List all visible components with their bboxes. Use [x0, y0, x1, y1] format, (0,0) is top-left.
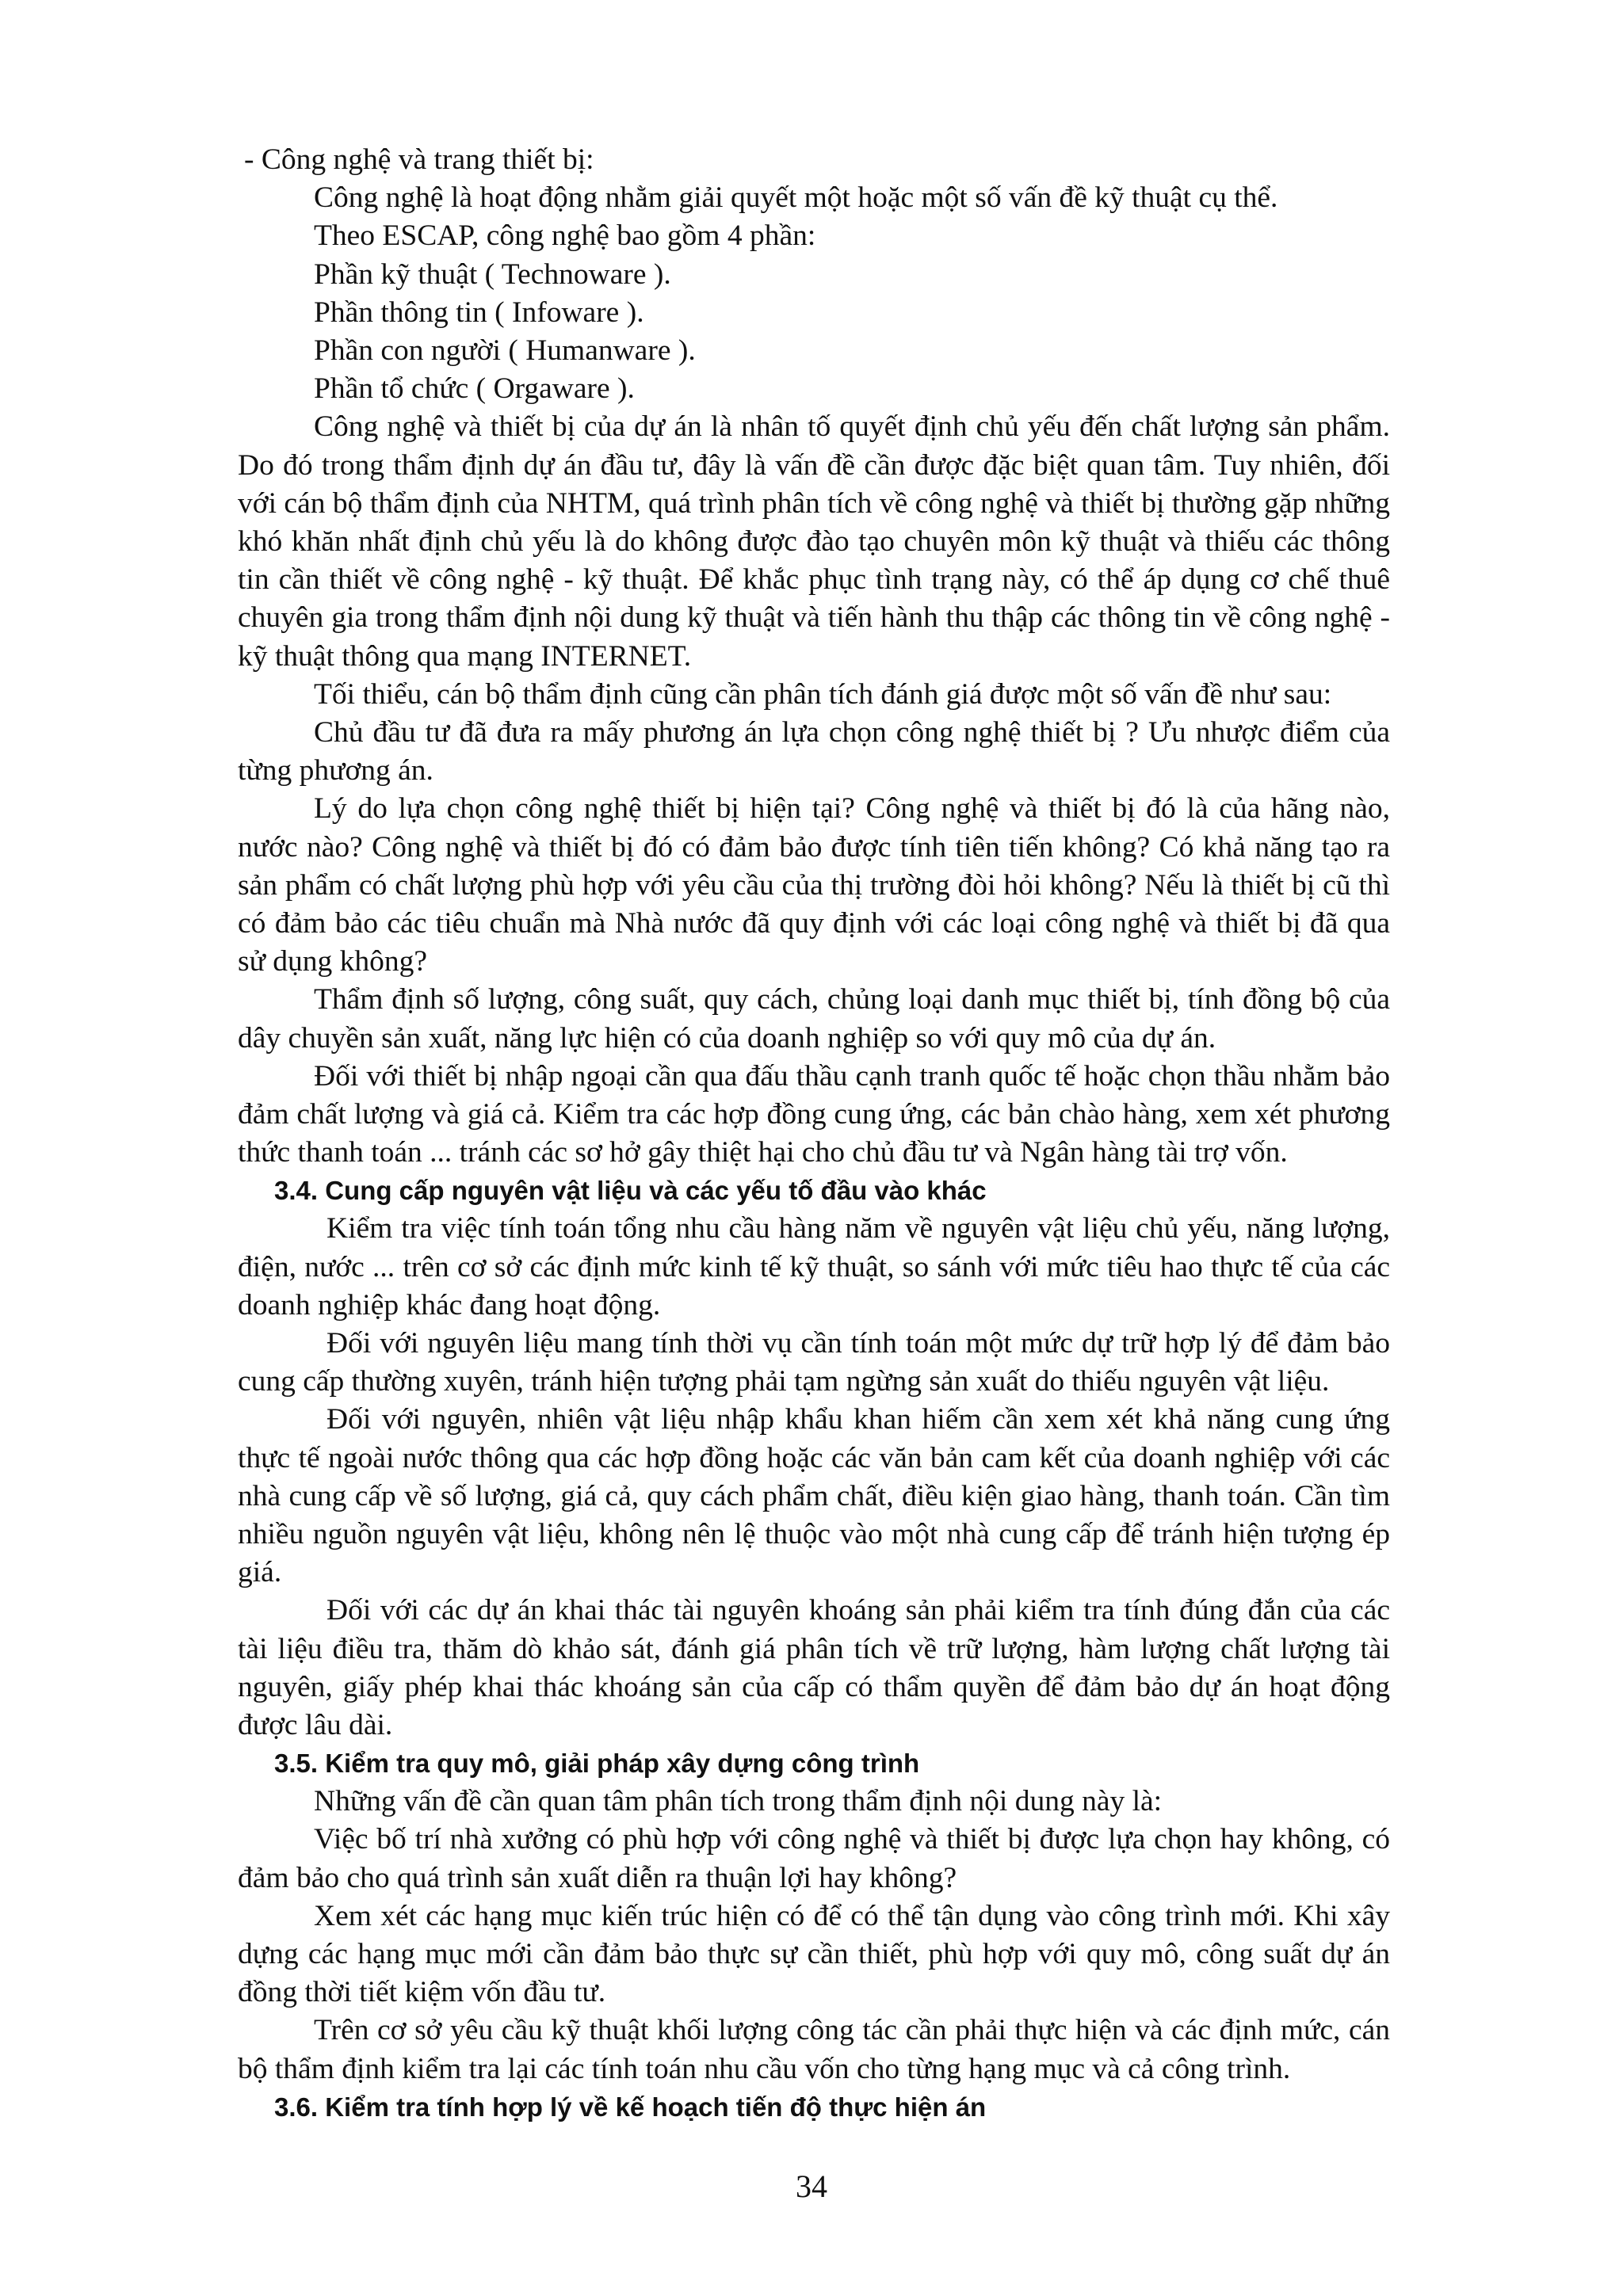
- list-item: Phần thông tin ( Infoware ).: [314, 296, 644, 329]
- section-heading: 3.5. Kiểm tra quy mô, giải pháp xây dựng công trình: [274, 1749, 920, 1779]
- paragraph: Đối với thiết bị nhập ngoại cần qua đấu thầu cạnh tranh quốc tế hoặc chọn thầu nhằm bảo đảm chất lượng và giá cả. Kiểm tra các hợp đồng cung ứng, các bản chào hàng, xem xét phương thức thanh toán ... tránh các sơ hở gây thiệt hại cho chủ đầu tư và Ngân hàng tài trợ vốn.: [238, 1059, 1390, 1169]
- paragraph: Chủ đầu tư đã đưa ra mấy phương án lựa chọn công nghệ thiết bị ? Ưu nhược điểm của từng phương án.: [238, 715, 1390, 788]
- paragraph: Công nghệ là hoạt động nhằm giải quyết một hoặc một số vấn đề kỹ thuật cụ thể.: [314, 181, 1278, 215]
- paragraph: Xem xét các hạng mục kiến trúc hiện có để có thể tận dụng vào công trình mới. Khi xây dựng các hạng mục mới cần đảm bảo thực sự cần thiết, phù hợp với quy mô, công suất dự án đồng thời tiết kiệm vốn đầu tư.: [238, 1899, 1390, 2009]
- paragraph: Thẩm định số lượng, công suất, quy cách, chủng loại danh mục thiết bị, tính đồng bộ của dây chuyền sản xuất, năng lực hiện có của doanh nghiệp so với quy mô của dự án.: [238, 983, 1390, 1055]
- section-heading: 3.4. Cung cấp nguyên vật liệu và các yếu tố đầu vào khác: [274, 1176, 987, 1206]
- bullet-line: - Công nghệ và trang thiết bị:: [244, 143, 594, 176]
- page-body: [238, 141, 1390, 2126]
- paragraph: Lý do lựa chọn công nghệ thiết bị hiện tại? Công nghệ và thiết bị đó là của hãng nào, nước nào? Công nghệ và thiết bị đó có đảm bảo được tính tiên tiến không? Có khả năng tạo ra sản phẩm có chất lượng phù hợp với yêu cầu của thị trường đòi hỏi không? Nếu là thiết bị cũ thì có đảm bảo các tiêu chuẩn mà Nhà nước đã quy định với các loại công nghệ và thiết bị đã qua sử dụng không?: [238, 792, 1390, 978]
- paragraph: Kiểm tra việc tính toán tổng nhu cầu hàng năm về nguyên vật liệu chủ yếu, năng lượng, điện, nước ... trên cơ sở các định mức kinh tế kỹ thuật, so sánh với mức tiêu hao thực tế của các doanh nghiệp khác đang hoạt động.: [238, 1212, 1390, 1322]
- list-item: Phần tổ chức ( Orgaware ).: [314, 372, 635, 406]
- paragraph: Đối với nguyên liệu mang tính thời vụ cần tính toán một mức dự trữ hợp lý để đảm bảo cung cấp thường xuyên, tránh hiện tượng phải tạm ngừng sản xuất do thiếu nguyên vật liệu.: [238, 1326, 1390, 1398]
- paragraph: Theo ESCAP, công nghệ bao gồm 4 phần:: [314, 219, 816, 253]
- page-number: 34: [796, 2168, 827, 2204]
- paragraph: Những vấn đề cần quan tâm phân tích trong thẩm định nội dung này là:: [314, 1785, 1163, 1818]
- section-heading: 3.6. Kiểm tra tính hợp lý về kế hoạch tiến độ thực hiện án: [274, 2092, 987, 2122]
- paragraph: Tối thiểu, cán bộ thẩm định cũng cần phân tích đánh giá được một số vấn đề như sau:: [314, 677, 1332, 711]
- paragraph: Công nghệ và thiết bị của dự án là nhân tố quyết định chủ yếu đến chất lượng sản phẩm. Do đó trong thẩm định dự án đầu tư, đây là vấn đề cần được đặc biệt quan tâm. Tuy nhiên, đối với cán bộ thẩm định của NHTM, quá trình phân tích về công nghệ và thiết bị thường gặp những khó khăn nhất định chủ yếu là do không được đào tạo chuyên môn kỹ thuật và thiếu các thông tin cần thiết về công nghệ - kỹ thuật. Để khắc phục tình trạng này, có thể áp dụng cơ chế thuê chuyên gia trong thẩm định nội dung kỹ thuật và tiến hành thu thập các thông tin về công nghệ - kỹ thuật thông qua mạng INTERNET.: [238, 410, 1390, 673]
- paragraph: Đối với các dự án khai thác tài nguyên khoáng sản phải kiểm tra tính đúng đắn của các tài liệu điều tra, thăm dò khảo sát, đánh giá phân tích về trữ lượng, hàm lượng chất lượng tài nguyên, giấy phép khai thác khoáng sản của cấp có thẩm quyền để đảm bảo dự án hoạt động được lâu dài.: [238, 1594, 1390, 1741]
- paragraph: Đối với nguyên, nhiên vật liệu nhập khẩu khan hiếm cần xem xét khả năng cung ứng thực tế ngoài nước thông qua các hợp đồng hoặc các văn bản cam kết của doanh nghiệp với các nhà cung cấp về số lượng, giá cả, quy cách phẩm chất, điều kiện giao hàng, thanh toán. Cần tìm nhiều nguồn nguyên vật liệu, không nên lệ thuộc vào một nhà cung cấp để tránh hiện tượng ép giá.: [238, 1403, 1390, 1589]
- list-item: Phần con người ( Humanware ).: [314, 334, 696, 367]
- paragraph: Việc bố trí nhà xưởng có phù hợp với công nghệ và thiết bị được lựa chọn hay không, có đảm bảo cho quá trình sản xuất diễn ra thuận lợi hay không?: [238, 1823, 1390, 1894]
- list-item: Phần kỹ thuật ( Technoware ).: [314, 257, 671, 291]
- paragraph: Trên cơ sở yêu cầu kỹ thuật khối lượng công tác cần phải thực hiện và các định mức, cán bộ thẩm định kiểm tra lại các tính toán nhu cầu vốn cho từng hạng mục và cả công trình.: [238, 2014, 1390, 2085]
